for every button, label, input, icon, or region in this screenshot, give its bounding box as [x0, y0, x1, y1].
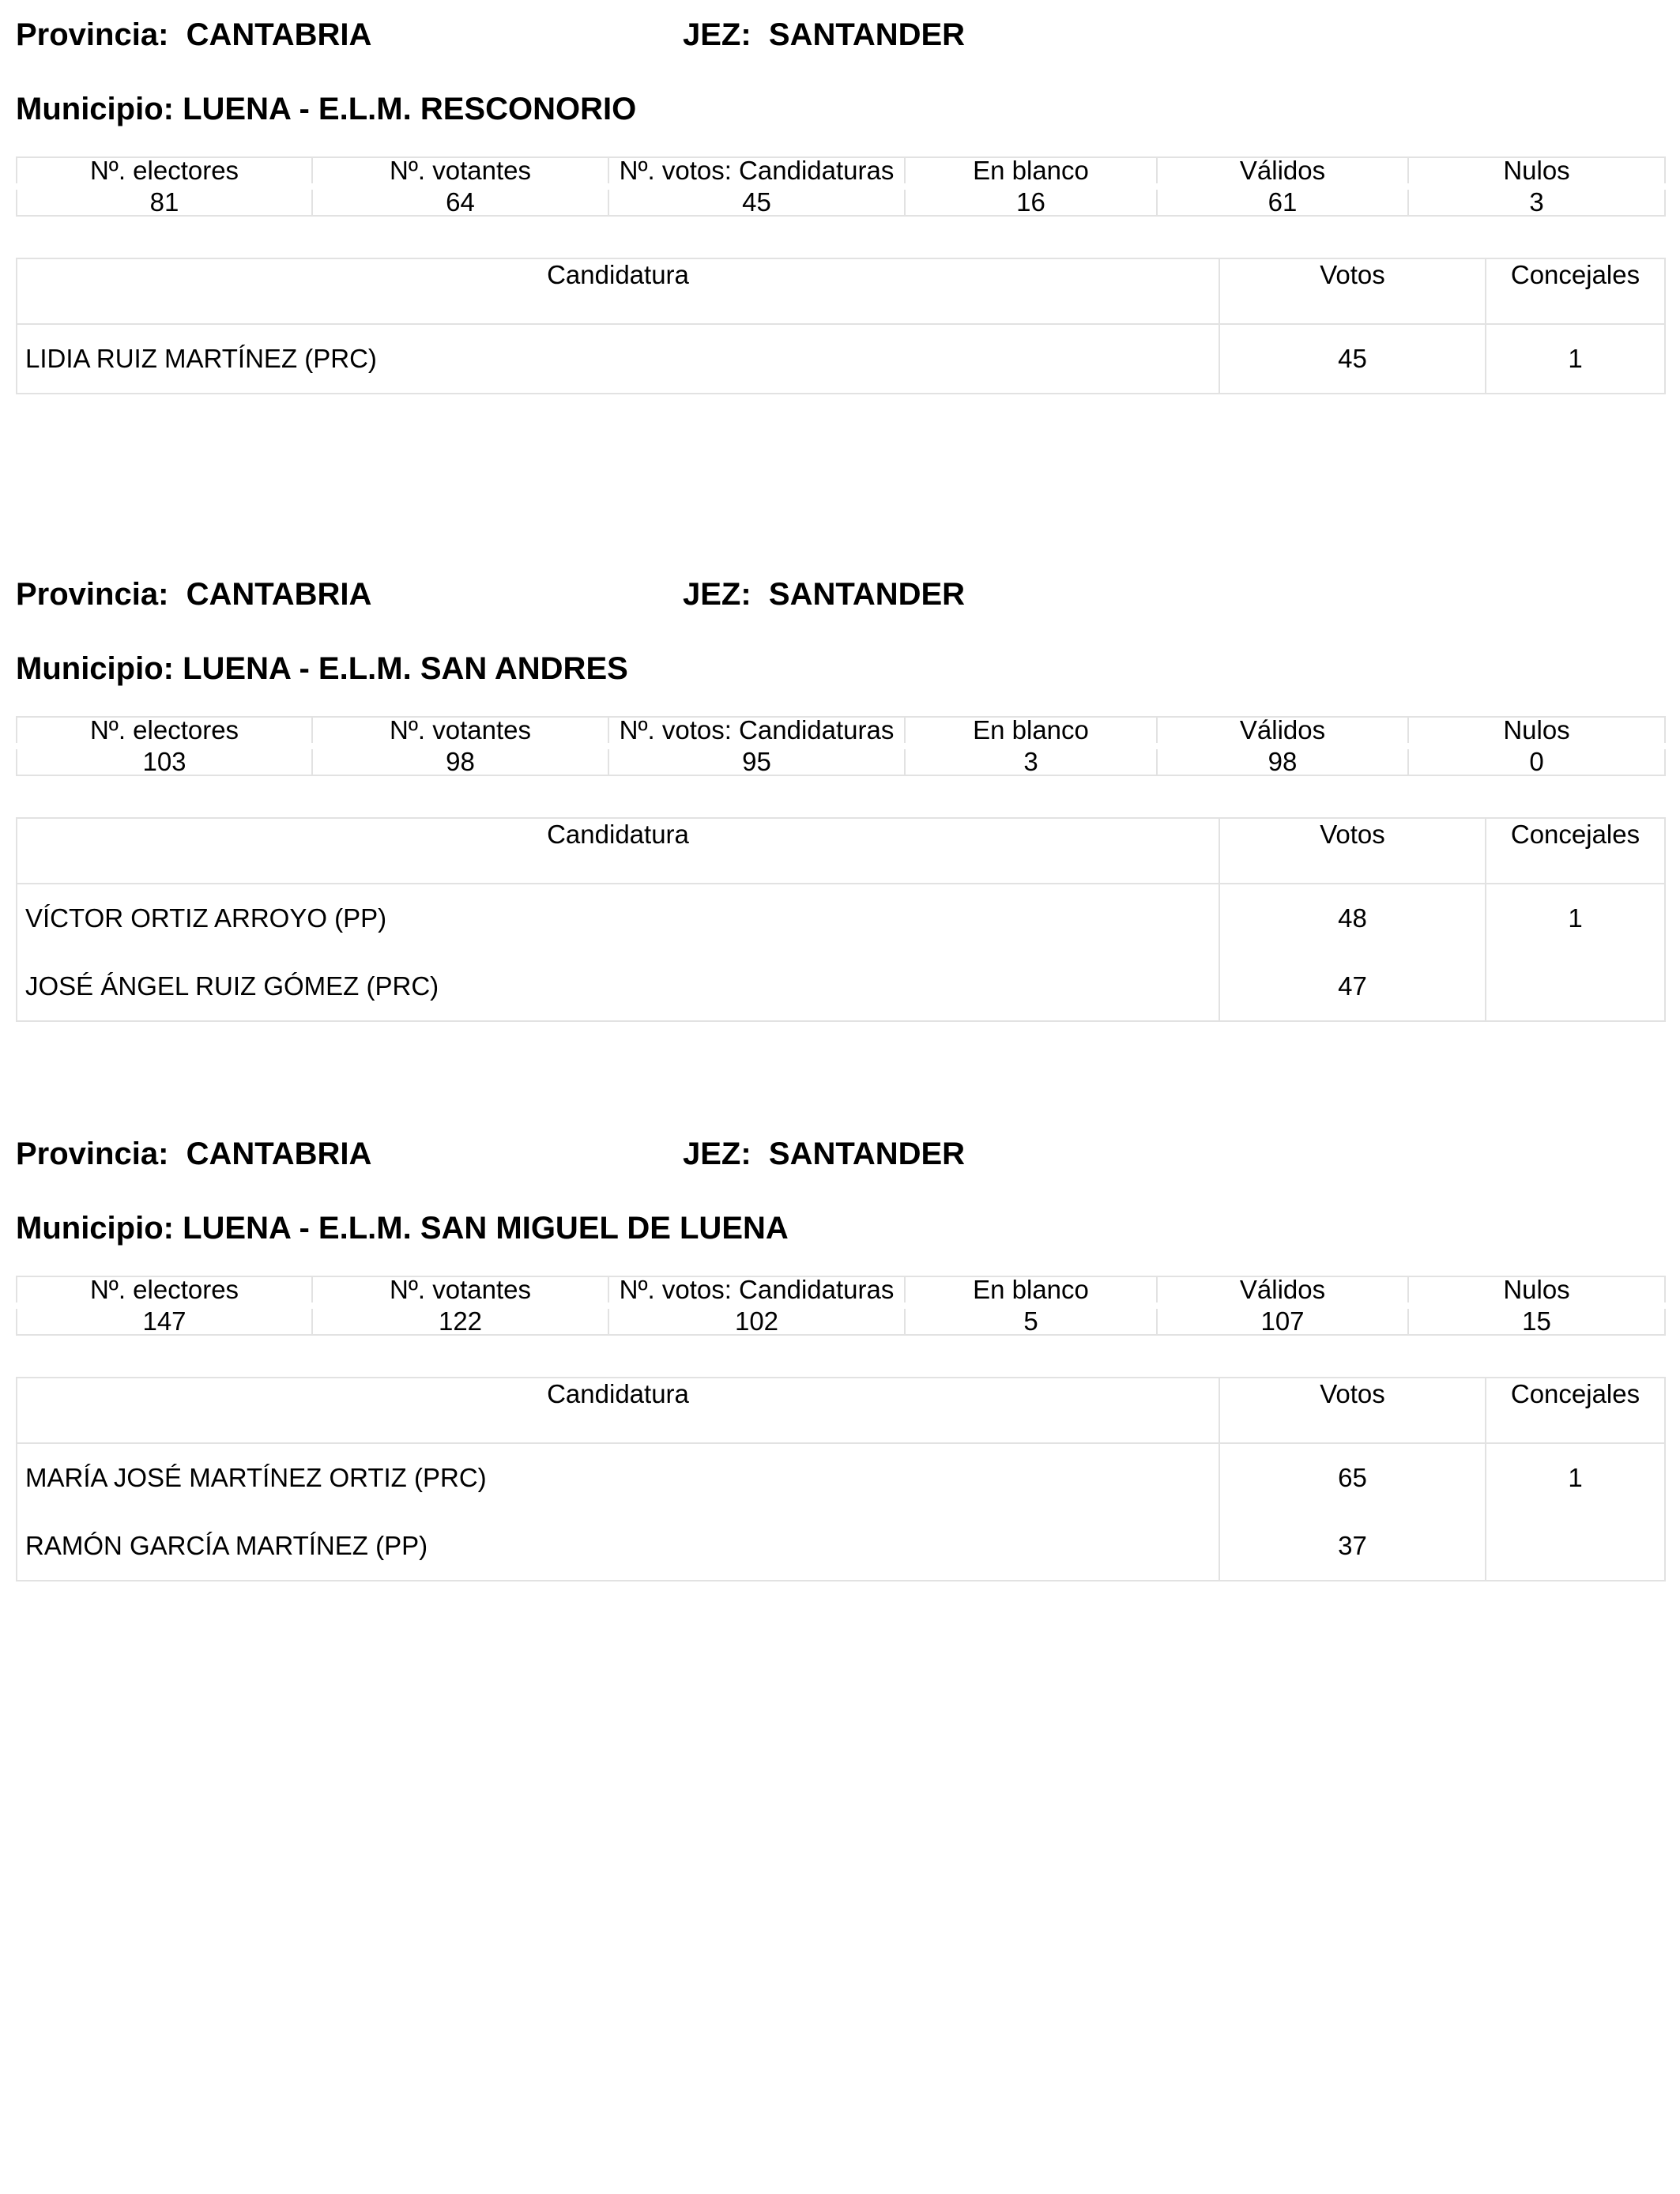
candidate-councillors — [1486, 1512, 1665, 1581]
candidates-header-row — [17, 818, 1665, 884]
stats-value: 64 — [312, 187, 608, 216]
stats-header: Válidos — [1157, 157, 1408, 187]
votes-header: Votos — [1219, 818, 1486, 884]
councillors-header: Concejales — [1486, 1378, 1665, 1443]
stats-header: Nº. electores — [17, 157, 312, 187]
municipality-line — [16, 647, 628, 691]
province — [16, 13, 371, 57]
stats-header: Válidos — [1157, 1276, 1408, 1306]
table-row — [17, 884, 1665, 952]
candidate-votes: 48 — [1219, 884, 1486, 952]
stats-header: Nulos — [1408, 1276, 1665, 1306]
candidate-votes: 65 — [1219, 1443, 1486, 1512]
jez-label: JEZ: — [683, 1137, 751, 1171]
stats-value-row — [17, 1306, 1665, 1335]
jez — [683, 13, 965, 57]
table-row — [17, 324, 1665, 394]
province-label: Provincia: — [16, 577, 169, 612]
municipality-value: LUENA - E.L.M. SAN MIGUEL DE LUENA — [183, 1211, 789, 1246]
candidate-name: JOSÉ ÁNGEL RUIZ GÓMEZ (PRC) — [17, 952, 1219, 1021]
stats-value: 98 — [1157, 746, 1408, 775]
stats-header: Nº. votos: Candidaturas — [608, 717, 905, 746]
table-row — [17, 1443, 1665, 1512]
stats-value-row — [17, 187, 1665, 216]
stats-header: Nº. votantes — [312, 717, 608, 746]
candidate-name: MARÍA JOSÉ MARTÍNEZ ORTIZ (PRC) — [17, 1443, 1219, 1512]
stats-header: Nº. votantes — [312, 157, 608, 187]
candidate-header: Candidatura — [17, 1378, 1219, 1443]
candidate-header: Candidatura — [17, 258, 1219, 324]
province-label: Provincia: — [16, 17, 169, 52]
stats-value: 45 — [608, 187, 905, 216]
province-line — [16, 13, 1664, 57]
candidates-table — [16, 817, 1666, 1022]
table-row — [17, 952, 1665, 1021]
candidate-name: VÍCTOR ORTIZ ARROYO (PP) — [17, 884, 1219, 952]
jez — [683, 572, 965, 616]
municipality-value: LUENA - E.L.M. SAN ANDRES — [183, 651, 628, 686]
jez-value: SANTANDER — [768, 17, 966, 52]
stats-header-row — [17, 717, 1665, 746]
candidate-votes: 37 — [1219, 1512, 1486, 1581]
stats-header: En blanco — [905, 157, 1157, 187]
candidate-votes: 45 — [1219, 324, 1486, 394]
candidate-header: Candidatura — [17, 818, 1219, 884]
stats-value: 61 — [1157, 187, 1408, 216]
stats-header-row — [17, 1276, 1665, 1306]
province-value: CANTABRIA — [186, 577, 372, 612]
candidate-name: RAMÓN GARCÍA MARTÍNEZ (PP) — [17, 1512, 1219, 1581]
candidates-table — [16, 258, 1666, 394]
stats-value: 81 — [17, 187, 312, 216]
candidate-votes: 47 — [1219, 952, 1486, 1021]
stats-header: En blanco — [905, 717, 1157, 746]
province-value: CANTABRIA — [186, 1137, 372, 1171]
stats-header: Nº. votos: Candidaturas — [608, 157, 905, 187]
municipality-label: Municipio: — [16, 651, 174, 686]
stats-header: Nº. votos: Candidaturas — [608, 1276, 905, 1306]
candidate-councillors: 1 — [1486, 324, 1665, 394]
stats-value: 15 — [1408, 1306, 1665, 1335]
municipality-line — [16, 87, 636, 131]
stats-header: Válidos — [1157, 717, 1408, 746]
stats-header: En blanco — [905, 1276, 1157, 1306]
stats-header: Nº. electores — [17, 1276, 312, 1306]
municipality-line — [16, 1206, 789, 1250]
province-line — [16, 1132, 1664, 1176]
candidate-councillors: 1 — [1486, 1443, 1665, 1512]
candidate-councillors — [1486, 952, 1665, 1021]
councillors-header: Concejales — [1486, 818, 1665, 884]
jez-label: JEZ: — [683, 17, 751, 52]
province — [16, 1132, 371, 1176]
province-value: CANTABRIA — [186, 17, 372, 52]
councillors-header: Concejales — [1486, 258, 1665, 324]
stats-value: 3 — [905, 746, 1157, 775]
stats-value: 102 — [608, 1306, 905, 1335]
stats-value: 107 — [1157, 1306, 1408, 1335]
candidates-table — [16, 1377, 1666, 1581]
stats-value: 147 — [17, 1306, 312, 1335]
candidates-header-row — [17, 258, 1665, 324]
stats-value: 0 — [1408, 746, 1665, 775]
stats-value: 103 — [17, 746, 312, 775]
candidates-header-row — [17, 1378, 1665, 1443]
jez-label: JEZ: — [683, 577, 751, 612]
stats-value: 95 — [608, 746, 905, 775]
stats-value: 5 — [905, 1306, 1157, 1335]
province-line — [16, 572, 1664, 616]
stats-header: Nulos — [1408, 717, 1665, 746]
jez — [683, 1132, 965, 1176]
stats-value: 98 — [312, 746, 608, 775]
stats-value: 16 — [905, 187, 1157, 216]
votes-header: Votos — [1219, 1378, 1486, 1443]
stats-value: 3 — [1408, 187, 1665, 216]
stats-table — [16, 156, 1666, 217]
stats-value-row — [17, 746, 1665, 775]
province — [16, 572, 371, 616]
municipality-label: Municipio: — [16, 92, 174, 126]
stats-header: Nº. electores — [17, 717, 312, 746]
municipality-value: LUENA - E.L.M. RESCONORIO — [183, 92, 637, 126]
candidate-name: LIDIA RUIZ MARTÍNEZ (PRC) — [17, 324, 1219, 394]
jez-value: SANTANDER — [768, 577, 966, 612]
stats-table — [16, 716, 1666, 776]
province-label: Provincia: — [16, 1137, 169, 1171]
stats-header: Nº. votantes — [312, 1276, 608, 1306]
table-row — [17, 1512, 1665, 1581]
stats-header: Nulos — [1408, 157, 1665, 187]
votes-header: Votos — [1219, 258, 1486, 324]
jez-value: SANTANDER — [768, 1137, 966, 1171]
stats-value: 122 — [312, 1306, 608, 1335]
candidate-councillors: 1 — [1486, 884, 1665, 952]
stats-table — [16, 1276, 1666, 1336]
stats-header-row — [17, 157, 1665, 187]
municipality-label: Municipio: — [16, 1211, 174, 1246]
